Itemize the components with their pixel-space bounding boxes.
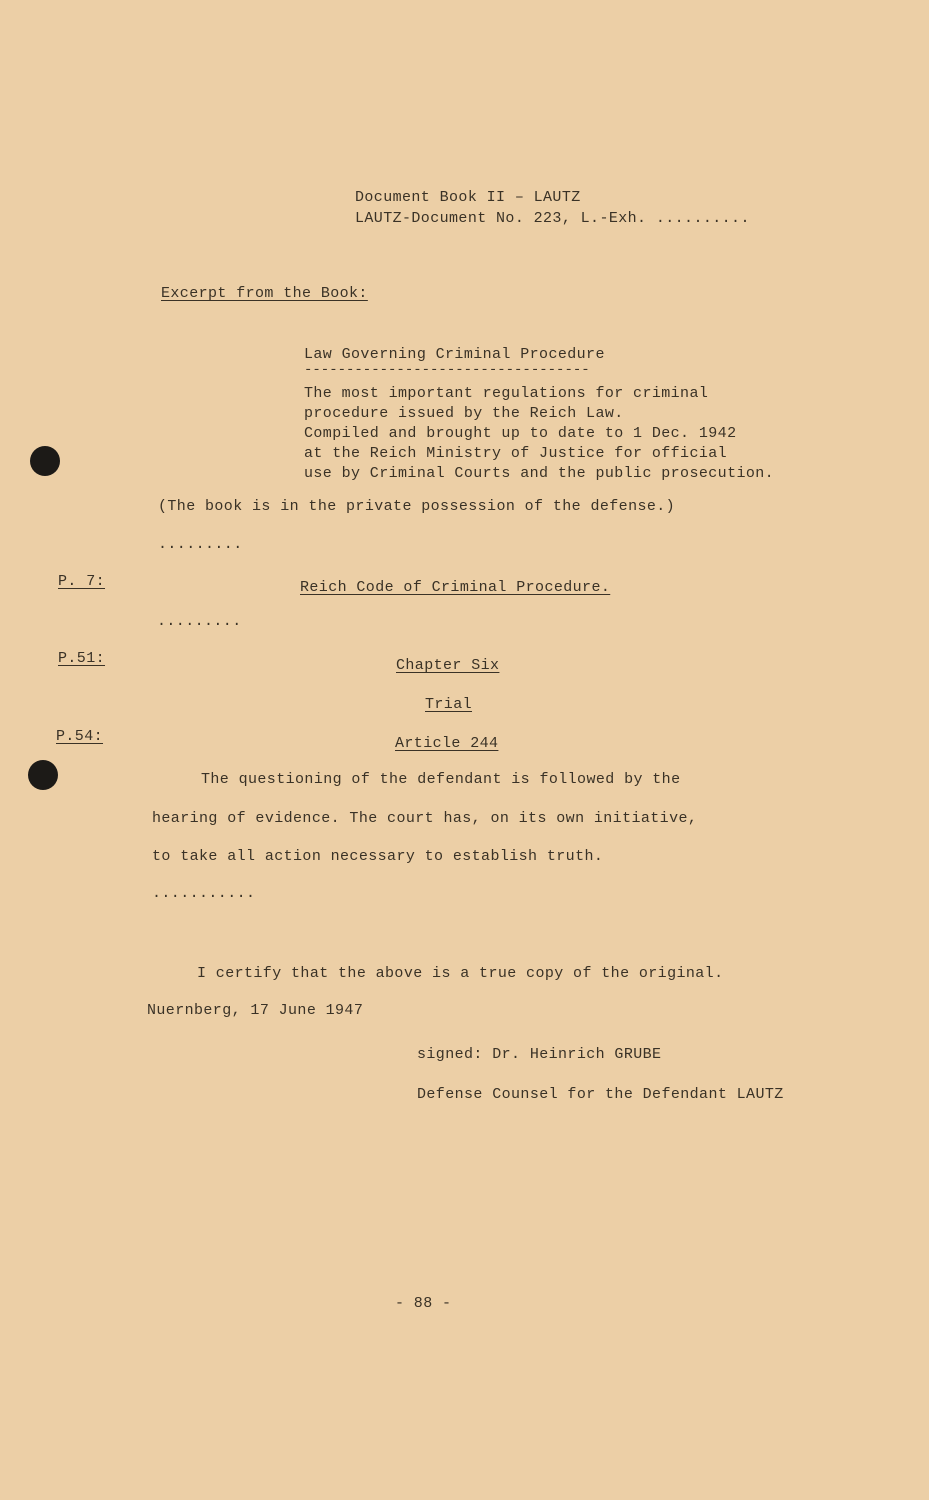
possession-note: (The book is in the private possession of the defense.) [158,498,676,515]
book-desc-line-1: The most important regulations for criminal [304,385,709,402]
punch-hole-top [30,446,60,476]
reich-code-heading: Reich Code of Criminal Procedure. [300,579,611,596]
punch-hole-bottom [28,760,58,790]
signature-line: signed: Dr. Heinrich GRUBE [417,1046,662,1063]
ellipsis-1: ......... [158,536,243,553]
ellipsis-2: ......... [157,613,242,630]
ellipsis-3: ........... [152,885,256,902]
book-desc-line-5: use by Criminal Courts and the public prosecution. [304,465,775,482]
body-line-3: to take all action necessary to establish truth. [152,848,604,865]
book-title: Law Governing Criminal Procedure [304,346,605,363]
page-ref-51: P.51: [58,650,106,667]
page-ref-54: P.54: [56,728,104,745]
header-book-line: Document Book II – LAUTZ [355,189,581,206]
trial-heading: Trial [425,696,473,713]
article-heading: Article 244 [395,735,499,752]
body-line-1: The questioning of the defendant is followed by the [201,771,681,788]
book-desc-line-4: at the Reich Ministry of Justice for official [304,445,728,462]
certification-statement: I certify that the above is a true copy of the original. [197,965,724,982]
page-ref-7: P. 7: [58,573,106,590]
counsel-role: Defense Counsel for the Defendant LAUTZ [417,1086,784,1103]
excerpt-heading: Excerpt from the Book: [161,285,368,302]
page-number: - 88 - [395,1295,452,1312]
place-and-date: Nuernberg, 17 June 1947 [147,1002,364,1019]
chapter-heading: Chapter Six [396,657,500,674]
header-document-line: LAUTZ-Document No. 223, L.-Exh. .......... [355,210,750,227]
book-desc-line-2: procedure issued by the Reich Law. [304,405,624,422]
book-desc-line-3: Compiled and brought up to date to 1 Dec. 1942 [304,425,737,442]
book-title-rule: ---------------------------------- [304,362,590,378]
body-line-2: hearing of evidence. The court has, on its own initiative, [152,810,698,827]
